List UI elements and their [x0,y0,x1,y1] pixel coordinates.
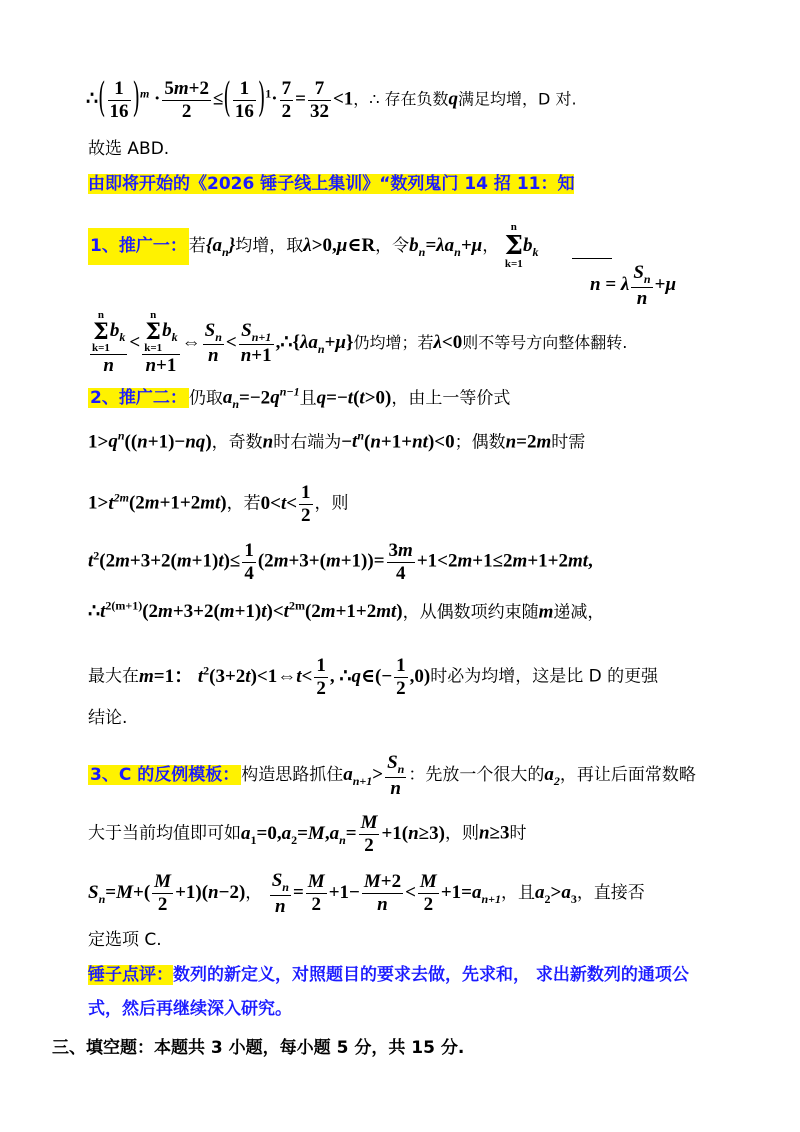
gen2-label: 2、推广二： [90,388,187,409]
gen1-fraction-bar [572,258,612,259]
gen2-line3: $1>t^{2m}(2m+1+2mt)$，若0<t< $\frac{1}{2}$ ，则 [88,482,349,526]
gen2-t10: ，从偶数项约束随 [402,602,539,623]
gen2-line6: 最大在m=1： $t^2(3+2t)<1\Leftrightarrow t<$ $\frac{1}{2}$ , ∴q∈(− $\frac{1}{2}$ ,0)时必为均增，这是比 D 的更强 [88,655,659,699]
gen1-line1: 1、推广一： 若$\{a_n\}$均增，取λ>0,μ∈R，令$b_n=\lambda a_n+\mu$， n Σ k=1 $b_k$ [90,221,539,270]
line1-text2: 满足均增，D 对. [458,89,577,109]
gen3-t8: ，直接否 [576,883,645,904]
comment-label: 锤子点评： [88,965,173,985]
gen2-t8: ，若 [226,493,261,514]
gen2-t1: 仍取 [188,388,223,409]
gen3-t4: 大于当前均值即可如 [88,823,241,844]
gen2-t3: ，由上一等价式 [391,388,511,409]
section-3-heading: 三、填空题：本题共 3 小题，每小题 5 分，共 15 分. [52,1038,465,1058]
gen3-t2: ：先放一个很大的 [408,765,545,786]
gen2-line5: $\therefore t^{2(m+1)}(2m+3+2(m+1)t)<t^{2m}(2m+1+2mt)$，从偶数项约束随m递减， [88,599,605,623]
gen2-conclusion: 结论. [88,708,128,728]
gen3-label: 3、C 的反例模板： [90,765,240,786]
gen2-t5: 时右端为 [273,432,342,453]
comment-line1 [88,967,689,984]
gen2-t12: 最大在 [88,666,139,687]
line1-text: ，∴ 存在负数 [353,89,449,109]
gen1-t3: ，令 [375,236,410,256]
gen2-t2: 且 [299,388,317,409]
gen3-t3: ，再让后面常数略 [559,765,696,786]
gen2-t7: 时需 [551,432,586,453]
gen2-line4: $t^2(2m+3+2(m+1)t)\le$ $\frac{1}{4}$ (2m+3+(m+1))= $\frac{3m}{4}$ +1<2m+1≤2m+1+2mt, [88,540,593,584]
gen1-label: 1、推广一： [88,228,189,265]
promo-text: 由即将开始的《2026 锤子线上集训》“数列鬼门 14 招 11：知 [88,174,575,194]
gen2-t4: ，奇数 [211,432,263,453]
comment-line2: 式，然后再继续深入研究。 [88,999,292,1019]
gen3-line1: 3、C 的反例模板： 构造思路抓住$a_{n+1}>$ $\frac{S_n}{n}$ ：先放一个很大的$a_2$，再让后面常数略 [90,752,696,799]
gen3-line3: $S_n=M+$( $\frac{M}{2}$ +1)(n−2)， $\frac{S_n}{n}$ = $\frac{M}{2}$ +1− $\frac{M+2}{n}$ < $\frac{M}{2}$ $+1=a_{n+1}$，且$a_2>a_3$，直接否 [88,870,645,917]
gen2-t11: 递减， [553,602,605,623]
comment-text1: 数列的新定义，对照题目的要求去做，先求和， 求出新数列的通项公 [173,965,689,985]
gen1-line2: n Σ k=1 $b_k$ n < n Σ k=1 $b_k$ n+1 ⇔ $\frac{S_n}{n}$ < $\frac{S_{n+1}}{n+1}$ $,\therefore\{\lambda a_n+\mu\}$仍均增；若λ<0则不等号方向整体翻转. [92,309,628,376]
choose-text: 故选 ABD. [88,139,170,159]
gen1-t2: 均增，取 [235,236,304,256]
gen1-t1: 若 [188,236,206,256]
gen1-t5: 仍均增；若 [353,332,434,352]
gen1-t6: 则不等号方向整体翻转. [462,332,628,352]
gen2-t9: ，则 [314,493,349,514]
gen3-line2: 大于当前均值即可如$a_1=0,a_2=M,a_n=$ $\frac{M}{2}$ +1(n≥3)，则n≥3时 [88,812,527,856]
gen2-line1: 2、推广二： 仍取$a_n=-2q^{n-1}$且q=−t(t>0)，由上一等价式 [90,385,511,412]
gen3-t6: 时 [509,823,527,844]
gen3-t1: 构造思路抓住 [241,765,344,786]
formula-line-1: ∴( $\frac{1}{16}$ )$^m$ · $\frac{5m+2}{2}$ ≤( $\frac{1}{16}$ )$^1$· $\frac{7}{2}$ = $\frac{7}{32}$ <1，∴ 存在负数q满足均增，D 对. [86,75,577,122]
gen1-rhs: n = λ $\frac{S_n}{n}$ +μ [590,262,677,309]
gen2-t13: 时必为均增，这是比 D 的更强 [430,666,659,687]
gen3-conclusion: 定选项 C. [88,930,162,950]
gen2-t6: ；偶数 [454,432,506,453]
promo-line [88,176,574,193]
gen3-t7: ，且 [500,883,535,904]
gen2-line2: $1>q^n((n+1)-nq)$，奇数n时右端为$-t^n(n+1+nt)<0$；偶数n=2m时需 [88,429,586,453]
gen3-t5: ，则 [444,823,479,844]
